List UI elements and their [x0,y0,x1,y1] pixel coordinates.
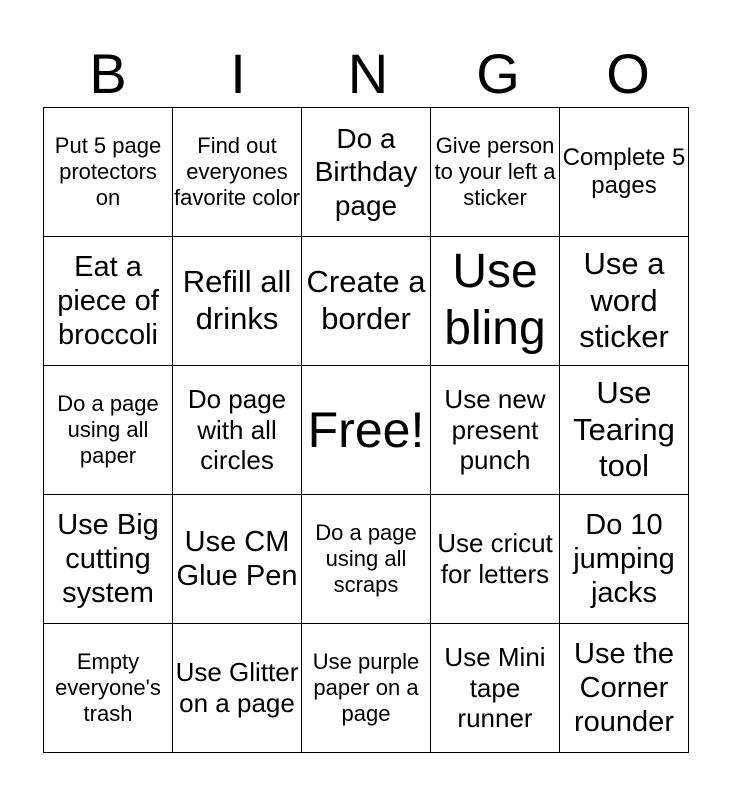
bingo-cell[interactable]: Use Glitter on a page [173,624,302,753]
bingo-cell[interactable]: Give person to your left a sticker [431,108,560,237]
bingo-free-space[interactable]: Free! [302,366,431,495]
bingo-row [44,495,689,624]
header-letter-g: G [476,42,520,105]
bingo-cell[interactable]: Use bling [431,237,560,366]
bingo-cell[interactable]: Put 5 page protectors on [44,108,173,237]
bingo-cell[interactable]: Use Big cutting system [44,495,173,624]
bingo-cell[interactable]: Use cricut for letters [431,495,560,624]
bingo-cell[interactable]: Do a page using all paper [44,366,173,495]
bingo-row [44,624,689,753]
bingo-cell[interactable]: Complete 5 pages [560,108,689,237]
bingo-cell[interactable]: Use new present punch [431,366,560,495]
bingo-cell[interactable]: Use purple paper on a page [302,624,431,753]
bingo-cell[interactable]: Refill all drinks [173,237,302,366]
bingo-header [43,40,693,108]
bingo-row [44,108,689,237]
bingo-cell[interactable]: Create a border [302,237,431,366]
bingo-card-grid [43,107,689,753]
bingo-row [44,237,689,366]
bingo-cell[interactable]: Use Mini tape runner [431,624,560,753]
bingo-cell[interactable]: Do a Birthday page [302,108,431,237]
bingo-cell[interactable]: Use Tearing tool [560,366,689,495]
bingo-cell[interactable]: Use CM Glue Pen [173,495,302,624]
header-letter-b: B [89,42,127,105]
bingo-cell[interactable]: Do a page using all scraps [302,495,431,624]
bingo-cell[interactable]: Do 10 jumping jacks [560,495,689,624]
bingo-cell[interactable]: Use the Corner rounder [560,624,689,753]
header-letter-n: N [347,42,389,105]
bingo-cell[interactable]: Do page with all circles [173,366,302,495]
bingo-cell[interactable]: Use a word sticker [560,237,689,366]
bingo-cell[interactable]: Empty everyone's trash [44,624,173,753]
bingo-row [44,366,689,495]
header-letter-o: O [606,42,650,105]
bingo-cell[interactable]: Find out everyones favorite color [173,108,302,237]
header-letter-i: I [230,42,246,105]
bingo-cell[interactable]: Eat a piece of broccoli [44,237,173,366]
